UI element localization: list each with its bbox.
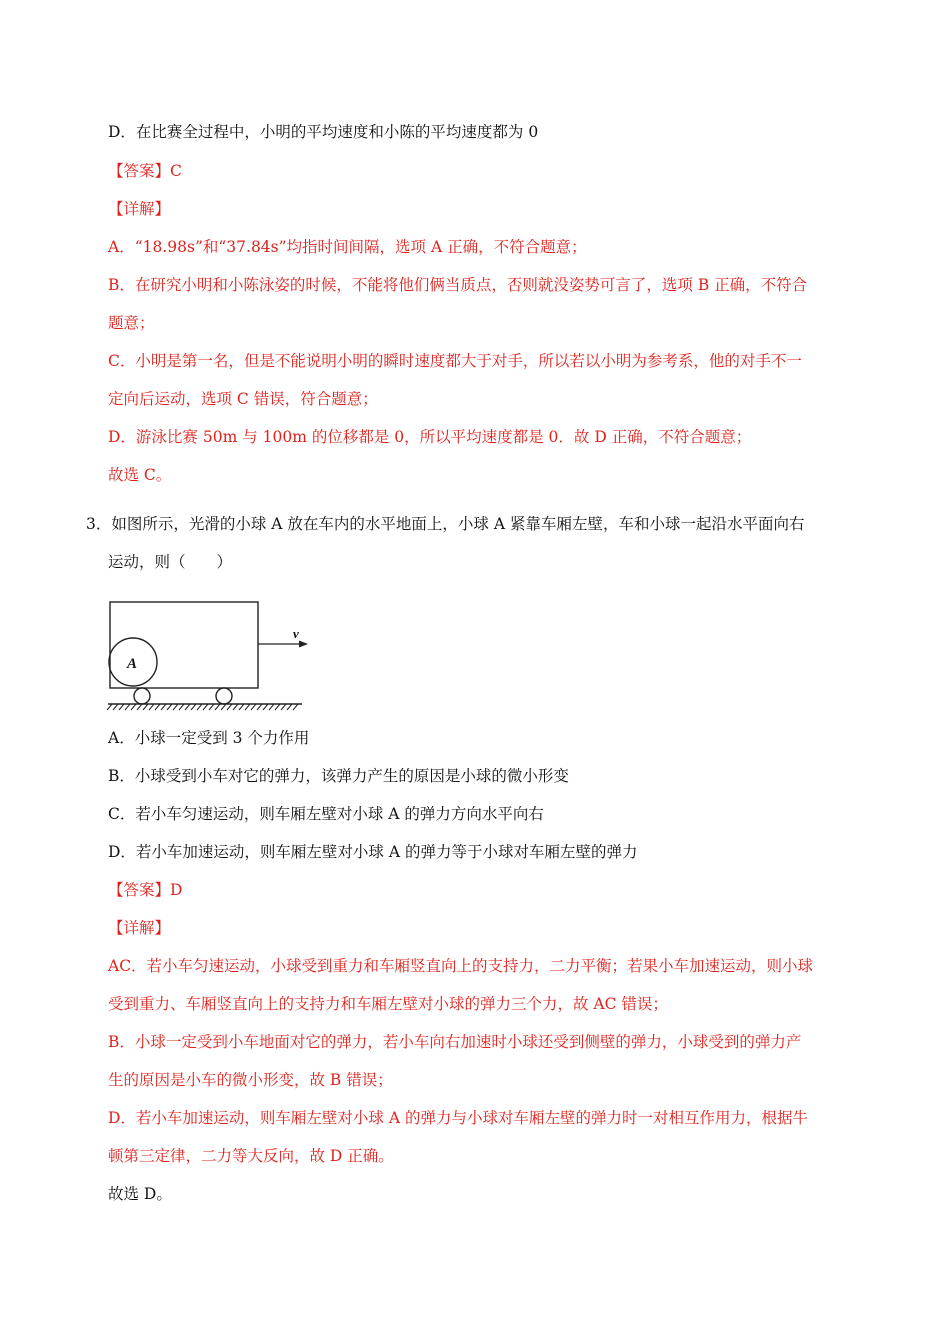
hatch-mark	[161, 704, 166, 710]
hatch-mark	[209, 704, 214, 710]
hatch-mark	[245, 704, 250, 710]
q3-explain-line: 生的原因是小车的微小形变，故 B 错误；	[108, 1071, 393, 1089]
q3-stem-line1: 3．如图所示，光滑的小球 A 放在车内的水平地面上，小球 A 紧靠车厢左壁，车和小球一起沿水平面向右	[86, 515, 805, 533]
hatch-mark	[203, 704, 208, 710]
q3-option-a: A．小球一定受到 3 个力作用	[108, 729, 310, 747]
answer-value: C	[170, 162, 182, 180]
hatch-mark	[215, 704, 220, 710]
q2-answer	[108, 160, 868, 182]
q3-detail-tag: 【详解】	[108, 919, 171, 937]
answer-value: D	[170, 881, 183, 899]
velocity-arrowhead	[299, 641, 308, 648]
hatch-mark	[227, 704, 232, 710]
hatch-mark	[191, 704, 196, 710]
q3-explain-line: B．小球一定受到小车地面对它的弹力，若小车向右加速时小球还受到侧壁的弹力，小球受到的弹力产	[108, 1033, 802, 1051]
hatch-mark	[281, 704, 286, 710]
q2-explain-line: A．“18.98s”和“37.84s”均指时间间隔，选项 A 正确，不符合题意；	[108, 238, 587, 256]
hatch-mark	[185, 704, 190, 710]
q3-explain-line: D．若小车加速运动，则车厢左壁对小球 A 的弹力与小球对车厢左壁的弹力时一对相互作用力，根据牛	[108, 1109, 808, 1127]
q2-explain-line: 故选 C。	[108, 466, 172, 484]
q2-option-d: D．在比赛全过程中，小明的平均速度和小陈的平均速度都为 0	[108, 123, 539, 141]
hatch-mark	[275, 704, 280, 710]
q2-explain-line: C．小明是第一名，但是不能说明小明的瞬时速度都大于对手，所以若以小明为参考系，他的对手不一	[108, 352, 802, 370]
hatch-mark	[221, 704, 226, 710]
hatch-mark	[149, 704, 154, 710]
wheel-right	[216, 688, 232, 704]
q3-explain-line: AC．若小车匀速运动，小球受到重力和车厢竖直向上的支持力，二力平衡；若果小车加速运动，则小球	[108, 957, 814, 975]
hatch-mark	[143, 704, 148, 710]
hatch-mark	[167, 704, 172, 710]
q3-stem-line2: 运动，则（ ）	[108, 553, 233, 571]
q3-answer	[108, 879, 868, 901]
hatch-mark	[287, 704, 292, 710]
q3-option-c: C．若小车匀速运动，则车厢左壁对小球 A 的弹力方向水平向右	[108, 805, 544, 823]
ground-hatching	[107, 704, 298, 710]
q3-explain-line: 顿第三定律，二力等大反向，故 D 正确。	[108, 1147, 394, 1165]
q2-explain-line: D．游泳比赛 50m 与 100m 的位移都是 0，所以平均速度都是 0．故 D 正确，不符合题意；	[108, 428, 752, 446]
hatch-mark	[179, 704, 184, 710]
q2-explain-line: B．在研究小明和小陈泳姿的时候，不能将他们俩当质点，否则就没姿势可言了，选项 B 正确，不符合	[108, 276, 808, 294]
hatch-mark	[131, 704, 136, 710]
hatch-mark	[293, 704, 298, 710]
cart-figure	[106, 596, 326, 714]
wheel-left	[134, 688, 150, 704]
q3-option-d: D．若小车加速运动，则车厢左壁对小球 A 的弹力等于小球对车厢左壁的弹力	[108, 843, 638, 861]
hatch-mark	[233, 704, 238, 710]
hatch-mark	[263, 704, 268, 710]
q2-explain-line: 定向后运动，选项 C 错误，符合题意；	[108, 390, 378, 408]
hatch-mark	[251, 704, 256, 710]
ball-label: A	[127, 656, 138, 672]
hatch-mark	[107, 704, 112, 710]
hatch-mark	[173, 704, 178, 710]
q2-explain-line: 题意；	[108, 314, 155, 332]
q3-option-b: B．小球受到小车对它的弹力，该弹力产生的原因是小球的微小形变	[108, 767, 569, 785]
hatch-mark	[155, 704, 160, 710]
q3-explain-line: 故选 D。	[108, 1185, 172, 1203]
hatch-mark	[257, 704, 262, 710]
hatch-mark	[113, 704, 118, 710]
hatch-mark	[269, 704, 274, 710]
hatch-mark	[197, 704, 202, 710]
q2-detail-tag: 【详解】	[108, 200, 171, 218]
hatch-mark	[239, 704, 244, 710]
hatch-mark	[137, 704, 142, 710]
velocity-label: v	[293, 626, 299, 641]
answer-tag: 【答案】	[108, 162, 171, 180]
q3-explain-line: 受到重力、车厢竖直向上的支持力和车厢左壁对小球的弹力三个力，故 AC 错误；	[108, 995, 668, 1013]
answer-tag: 【答案】	[108, 881, 171, 899]
hatch-mark	[119, 704, 124, 710]
hatch-mark	[125, 704, 130, 710]
cart-body	[110, 602, 258, 688]
